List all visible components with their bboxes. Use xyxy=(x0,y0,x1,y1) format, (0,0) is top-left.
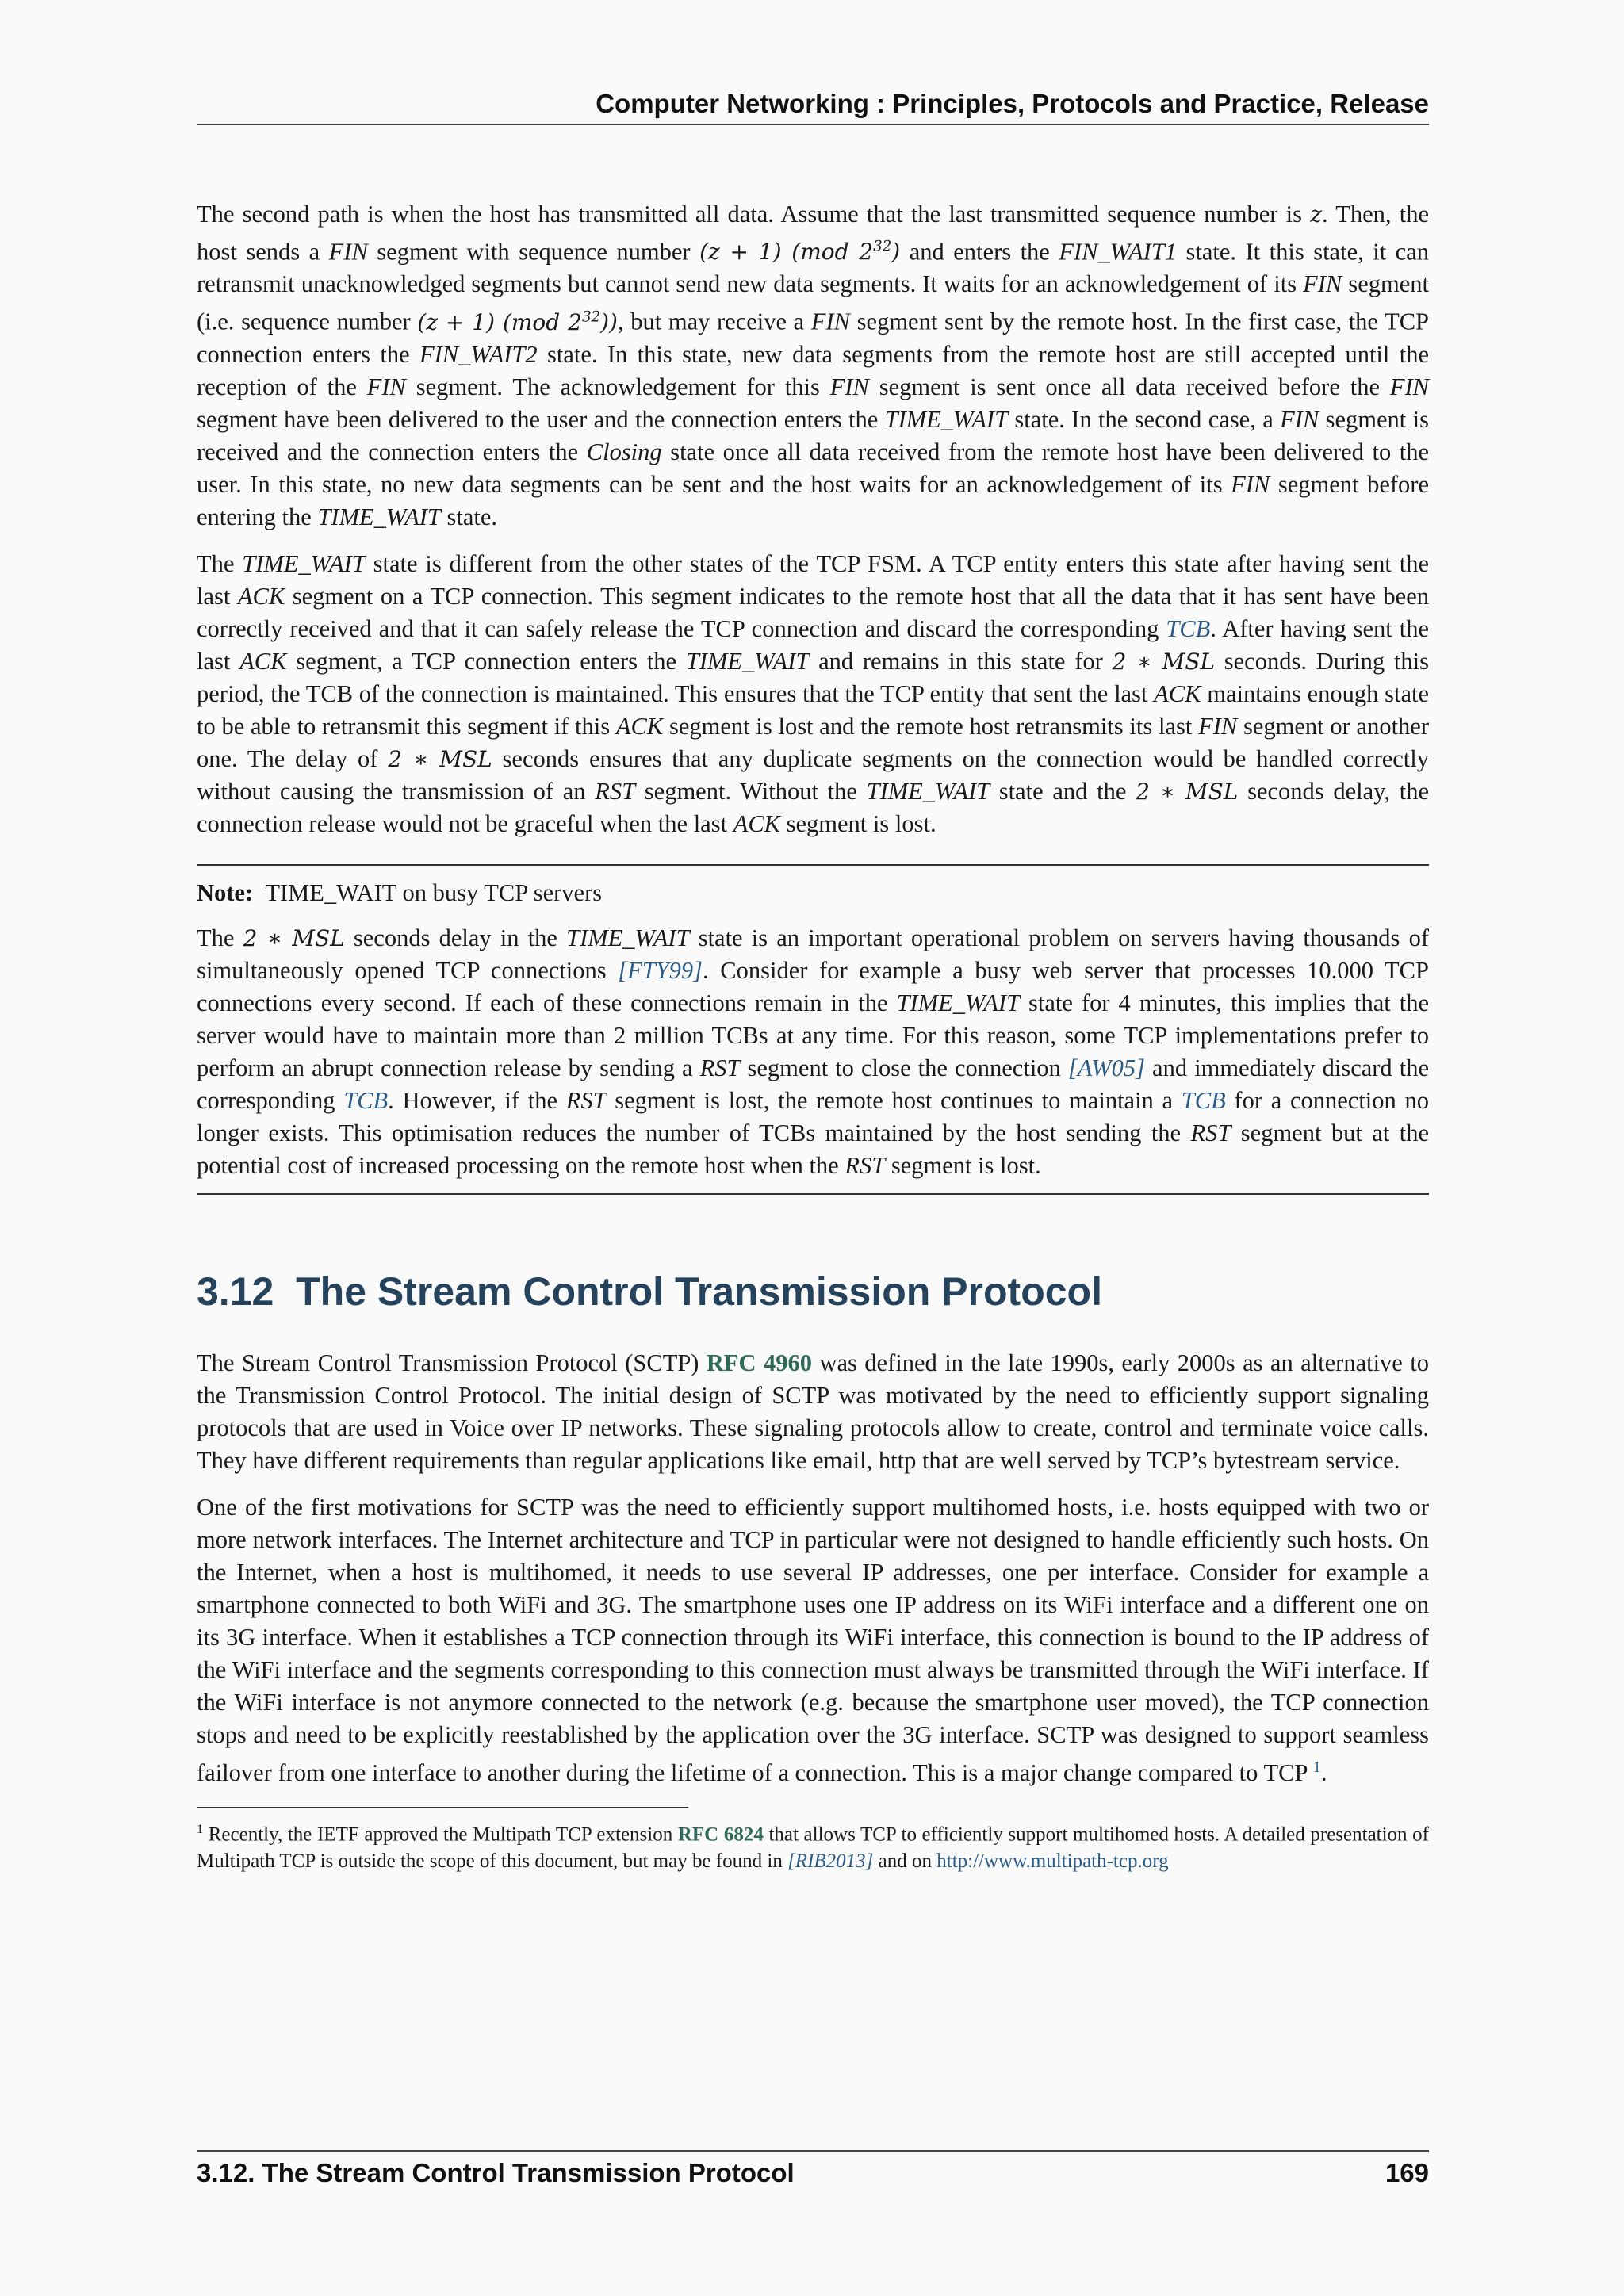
paragraph-sctp-intro: The Stream Control Transmission Protocol (SCTP) RFC 4960 was defined in the late 1990s, early 2000s as an alternative to the Transmission Control Protocol. The initial design of SCTP was motivated by the need to efficiently support signaling protocols that are used in Voice over IP networks. These signaling protocols allow to create, control and terminate voice calls. They have different requirements than regular applications like email, http that are well served by TCP’s bytestream service. xyxy=(197,1349,1430,1474)
running-footer xyxy=(197,2150,1429,2188)
citation-link[interactable]: [FTY99] xyxy=(618,956,703,984)
page-number: 169 xyxy=(1385,2158,1429,2187)
page-content xyxy=(197,198,1429,1875)
tcb-link[interactable]: TCB xyxy=(1181,1086,1226,1114)
section-heading: 3.12 The Stream Control Transmission Protocol xyxy=(197,1269,1102,1314)
paragraph-sctp-multihoming: One of the first motivations for SCTP was the need to efficiently support multihomed hosts, i.e. hosts equipped with two or more network interfaces. The Internet architecture and TCP in particular were not designed to handle efficiently such hosts. On the Internet, when a host is multihomed, it needs to use several IP addresses, one per interface. Consider for example a smartphone connected to both WiFi and 3G. The smartphone uses one IP address on its WiFi interface and a different one on its 3G interface. When it establishes a TCP connection through its WiFi interface, this connection is bound to the IP address of the WiFi interface and the segments corresponding to this connection must always be transmitted through the WiFi interface. If the WiFi interface is not anymore connected to the network (e.g. because the smartphone user moved), the TCP connection stops and need to be explicitly reestablished by the application over the 3G interface. SCTP was designed to support seamless failover from one interface to another during the lifetime of a connection. This is a major change compared to TCP $^1$. xyxy=(197,1493,1429,1786)
paragraph-time-wait: The TIME_WAIT state is different from the other states of the TCP FSM. A TCP entity enters this state after having sent the last ACK segment on a TCP connection. This segment indicates to the remote host that all the data that it has sent have been correctly received and that it can safely release the TCP connection and discard the corresponding TCB. After having sent the last ACK segment, a TCP connection enters the TIME_WAIT and remains in this state for 2 ∗ MSL seconds. During this period, the TCB of the connection is maintained. This ensures that the TCP entity that sent the last ACK maintains enough state to be able to retransmit this segment if this ACK segment is lost and the remote host retransmits its last FIN segment or another one. The delay of 2 ∗ MSL seconds ensures that any duplicate segments on the connection would be handled correctly without causing the transmission of an RST segment. Without the TIME_WAIT state and the 2 ∗ MSL seconds delay, the connection release would not be graceful when the last ACK segment is lost. xyxy=(197,549,1430,837)
tcb-link[interactable]: TCB xyxy=(1166,614,1211,642)
paragraph-fin-wait: The second path is when the host has transmitted all data. Assume that the last transmitted sequence number is z. Then, the host sends a FIN segment with sequence number (z + 1) (mod $2^{32}$) and enters the FIN_WAIT1 state. It this state, it can retransmit unacknowledged segments but cannot send new data segments. It waits for an acknowledgement of its FIN segment (i.e. sequence number (z + 1) (mod $2^{32}$)), but may receive a FIN segment sent by the remote host. In the first case, the TCP connection enters the FIN_WAIT2 state. In this state, new data segments from the remote host are still accepted until the reception of the FIN segment. The acknowledgement for this FIN segment is sent once all data received before the FIN segment have been delivered to the user and the connection enters the TIME_WAIT state. In the second case, a FIN segment is received and the connection enters the Closing state once all data received from the remote host have been delivered to the user. In this state, no new data segments can be sent and the host waits for an acknowledgement of its FIN segment before entering the TIME_WAIT state. xyxy=(197,201,1430,530)
footnote: $^1$ Recently, the IETF approved the Multipath TCP extension RFC 6824 that allows TCP to efficiently support multihomed hosts. A detailed presentation of Multipath TCP is outside the scope of this document, but may be found in [RIB2013] and on http://www.multipath-tcp.org xyxy=(197,1821,1429,1873)
note-title: Note: TIME_WAIT on busy TCP servers xyxy=(197,878,603,906)
footer-section-title: 3.12. The Stream Control Transmission Protocol xyxy=(197,2158,795,2187)
url-link[interactable]: http://www.multipath-tcp.org xyxy=(936,1850,1169,1873)
footnote-divider xyxy=(197,1807,688,1808)
footnote-ref-link[interactable]: 1 xyxy=(1312,1758,1321,1776)
note-body: The 2 ∗ MSL seconds delay in the TIME_WAIT state is an important operational problem on servers having thousands of simultaneously opened TCP connections [FTY99]. Consider for example a busy web server that processes 10.000 TCP connections every second. If each of these connections remain in the TIME_WAIT state for 4 minutes, this implies that the server would have to maintain more than 2 million TCBs at any time. For this reason, some TCP implementations prefer to perform an abrupt connection release by sending a RST segment to close the connection [AW05] and immediately discard the corresponding TCB. However, if the RST segment is lost, the remote host continues to maintain a TCB for a connection no longer exists. This optimisation reduces the number of TCBs maintained by the host sending the RST segment but at the potential cost of increased processing on the remote host when the RST segment is lost. xyxy=(197,924,1429,1179)
math-expression: (z + 1) (mod $2^{32}$)) xyxy=(417,308,618,335)
citation-link[interactable]: [AW05] xyxy=(1067,1054,1145,1081)
note-box xyxy=(197,864,1429,1195)
rfc-link[interactable]: RFC 6824 xyxy=(677,1823,764,1846)
citation-link[interactable]: [RIB2013] xyxy=(787,1850,874,1873)
running-header: Computer Networking : Principles, Protocols and Practice, Release xyxy=(197,89,1429,125)
tcb-link[interactable]: TCB xyxy=(343,1086,389,1114)
rfc-link[interactable]: RFC 4960 xyxy=(706,1349,813,1376)
math-expression: (z + 1) (mod $2^{32}$) xyxy=(699,239,901,266)
